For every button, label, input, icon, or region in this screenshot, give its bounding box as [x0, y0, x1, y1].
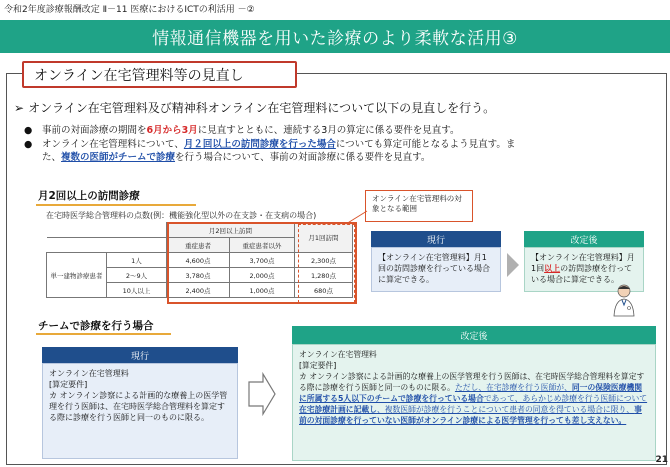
current-text-1: 【オンライン在宅管理料】月1回の訪問診療を行っている場合に算定できる。 [371, 247, 501, 292]
bullet-3-text: た、 [42, 152, 62, 163]
revised-text-1-highlight: 以上 [544, 264, 561, 273]
group-header: 月2回以上訪問 [167, 223, 295, 238]
bullet-1-text: 事前の対面診療の期間を [42, 125, 147, 136]
breadcrumb: 令和2年度診療報酬改定 Ⅱ－11 医療におけるICTの利活用 －② [4, 5, 255, 15]
lead-statement [14, 99, 495, 116]
row-group-label: 単一建物診療患者 [47, 253, 107, 298]
bullet-2-text: オンライン在宅管理料について、 [42, 139, 184, 150]
callout-pointer-icon [340, 205, 370, 227]
bullet-1 [26, 124, 636, 137]
bullet-1-highlight: 6月から3月 [146, 125, 198, 136]
bullet-2-highlight: 月２回以上の訪問診療を行った場合 [183, 139, 336, 150]
current-2-line: オンライン在宅管理料 [49, 369, 129, 378]
table-caption: 在宅時医学総合管理料の点数(例：機能強化型以外の在支診・在支病の場合) [46, 211, 317, 220]
cell-monthly: 2,300点 [295, 253, 353, 268]
bullet-3-text-end: を行う場合について、事前の対面診療に係る要件を見直す。 [175, 152, 431, 163]
current-label-2: 現行 [42, 347, 238, 363]
revised-2-blue-bold: 事前の対面診療を行っていない医師がオンライン診療による医学管理を行っても差し支えない。 [299, 405, 642, 425]
bullet-dot-icon: ● [24, 139, 33, 150]
scope-callout: オンライン在宅管理料の対象となる範囲 [365, 190, 473, 222]
page-number: 21 [655, 455, 668, 465]
title-banner [0, 20, 670, 53]
cell-other: 1,000点 [230, 283, 295, 298]
revised-text-1-end: の訪問診療を行っている場合に算定できる。 [531, 264, 633, 284]
bullet-2-text-end: についても算定可能となるよう見直す。ま [335, 139, 516, 150]
col-severe: 重症患者 [167, 238, 230, 253]
row-label: 2～9人 [107, 268, 167, 283]
revised-text-2 [292, 344, 656, 461]
revised-label-1: 改定後 [524, 231, 644, 247]
bullet-2 [26, 138, 636, 164]
lead-text: オンライン在宅管理料及び精神科オンライン在宅管理料について以下の見直しを行う。 [28, 101, 496, 115]
current-2-line: [算定要件] [49, 380, 88, 389]
visit-section-title: 月2回以上の訪問診療 [38, 190, 140, 202]
doctor-illustration-icon [609, 283, 639, 317]
team-section-underline [36, 333, 171, 335]
revised-text-1-start: 【オンライン在宅管理料】月1回 [531, 253, 635, 273]
monthly-header: 月1回訪問 [295, 223, 353, 253]
bullet-1-text-end: に見直すとともに、連続する3月の算定に係る要件を見直す。 [197, 125, 460, 136]
revised-2-blue: ただし、在宅診療を行う医師が、 [454, 383, 572, 392]
section-heading-box [22, 61, 297, 88]
current-text-2 [42, 363, 238, 459]
revised-2-line: オンライン在宅管理料 [299, 350, 377, 359]
arrow-bullet-icon: ➢ [14, 101, 25, 115]
revised-2-blue-bold: 在宅診療計画に記載し [299, 405, 377, 414]
big-arrow-right-icon [247, 372, 277, 416]
revised-label-2: 改定後 [292, 326, 656, 344]
revised-2-blue: 、複数医師が診療を行うことについて患者の同意を得ている場合に限り、 [376, 405, 635, 414]
revised-2-line: [算定要件] [299, 361, 337, 370]
revised-2-blue: であって、あらかじめ診療を行う医師について [483, 394, 648, 403]
row-label: 10人以上 [107, 283, 167, 298]
cell-other: 3,700点 [230, 253, 295, 268]
section-title: オンライン在宅管理料等の見直し [34, 67, 244, 84]
bullet-dot-icon: ● [24, 125, 33, 136]
cell-monthly: 1,280点 [295, 268, 353, 283]
revised-2-blue-bold: 同一の保険医療機関に所属する5人以下のチームで診療を行っている場合 [299, 383, 643, 403]
cell-severe: 3,780点 [167, 268, 230, 283]
bullet-3-highlight: 複数の医師がチームで診療 [61, 152, 176, 163]
current-label-1: 現行 [371, 231, 501, 247]
cell-severe: 4,600点 [167, 253, 230, 268]
page-title: 情報通信機器を用いた診療のより柔軟な活用③ [152, 29, 518, 49]
col-other: 重症患者以外 [230, 238, 295, 253]
team-section-title: チームで診療を行う場合 [38, 320, 154, 332]
cell-monthly: 680点 [295, 283, 353, 298]
cell-severe: 2,400点 [167, 283, 230, 298]
arrow-right-icon [507, 253, 519, 277]
points-table [46, 222, 353, 298]
current-2-line: カ オンライン診察による計画的な療養上の医学管理を行う医師は、在宅時医学総合管理料を算定する際に診療を行う医師と同一のものに限る。 [49, 391, 228, 422]
visit-section-underline [36, 204, 196, 206]
revised-2-plain: カ オンライン診察による計画的な療養上の医学管理を行う医師は、在宅時医学総合管理料を算定する際に診療を行う医師と同一のものに限る。 [299, 372, 645, 392]
row-label: 1人 [107, 253, 167, 268]
cell-other: 2,000点 [230, 268, 295, 283]
